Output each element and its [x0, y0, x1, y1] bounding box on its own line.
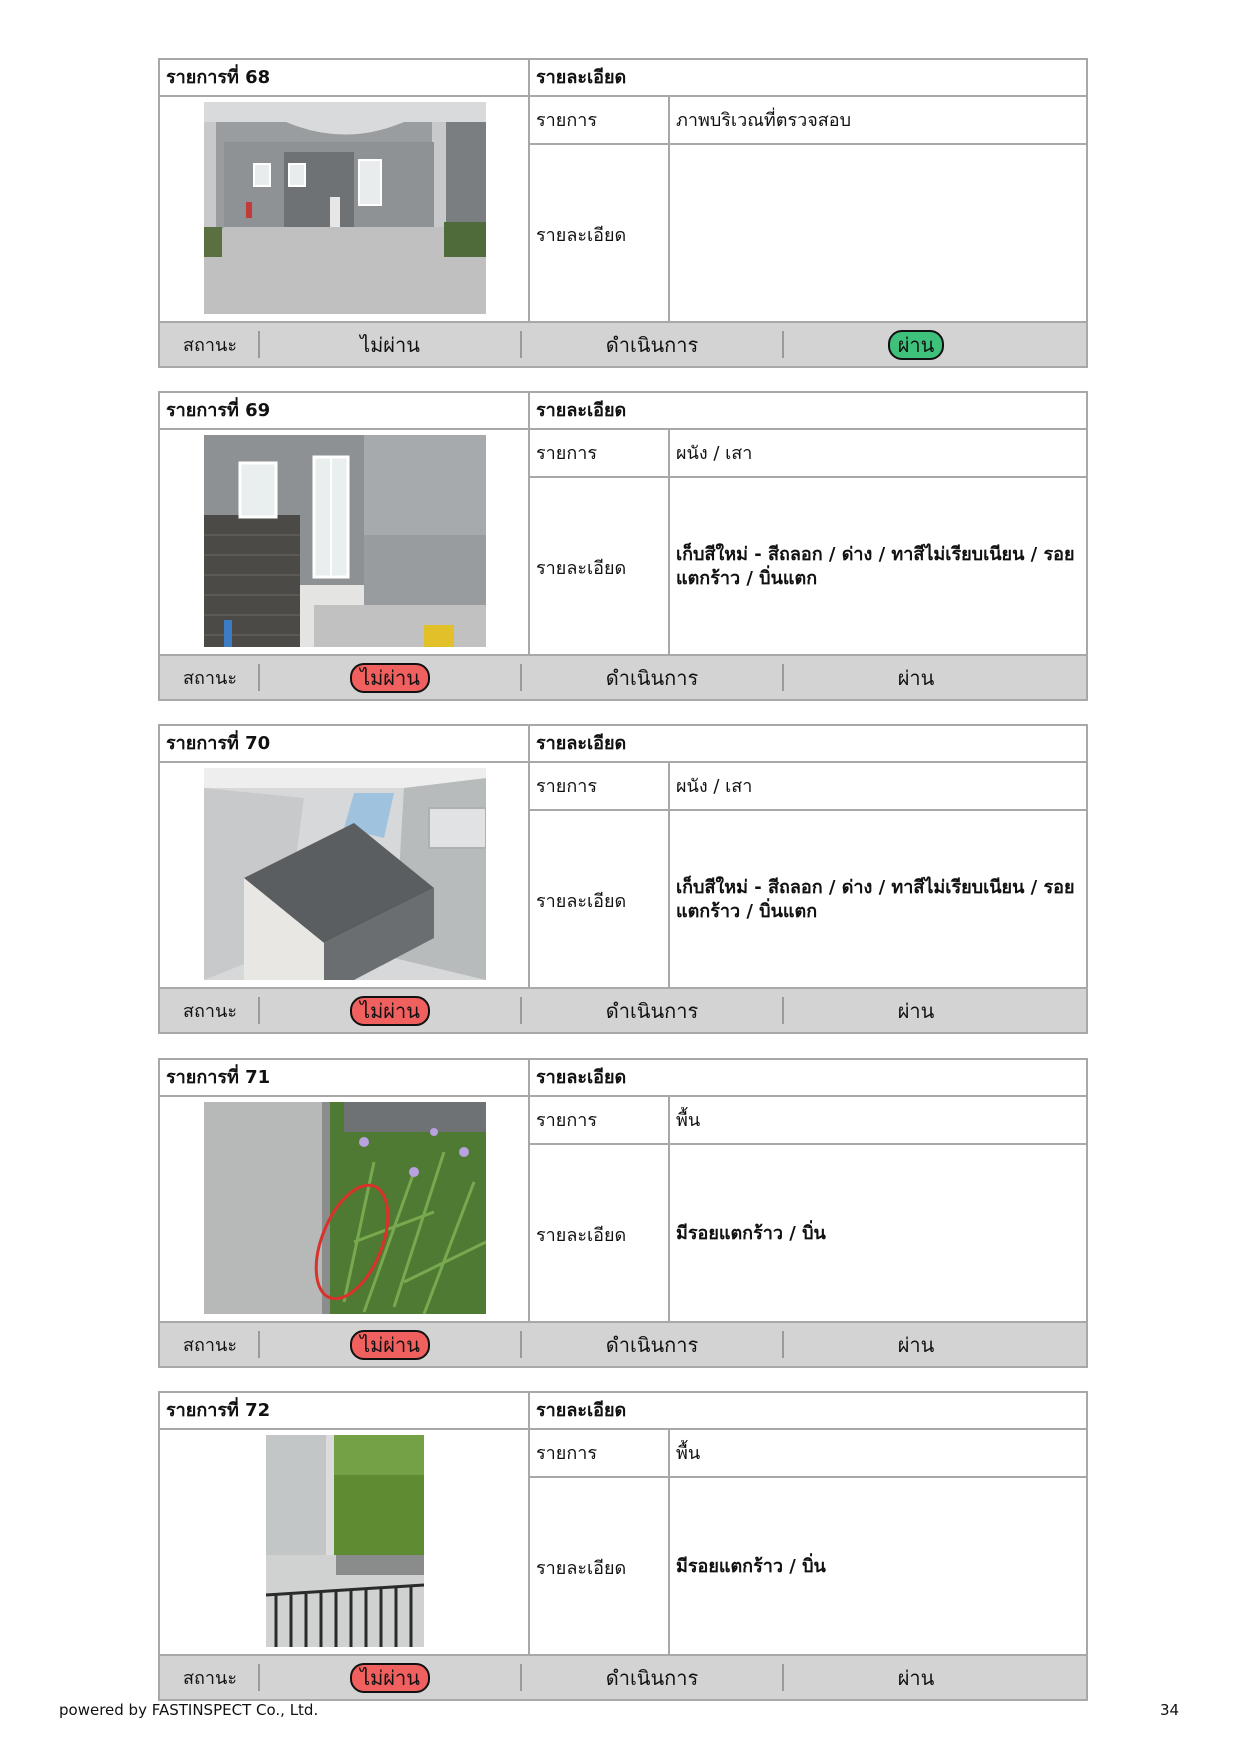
photo-cell	[160, 1095, 530, 1323]
inspection-photo[interactable]	[204, 102, 486, 314]
detail-row	[530, 145, 1086, 323]
inspection-card-72	[158, 1391, 1088, 1701]
card-header	[160, 1393, 1086, 1430]
card-header	[160, 726, 1086, 763]
pass-badge-selected: ผ่าน	[888, 330, 945, 360]
status-label: สถานะ	[183, 1668, 237, 1689]
inspection-card-68	[158, 58, 1088, 368]
detail-value	[670, 145, 1086, 323]
item-value: ผนัง / เสา	[676, 442, 753, 464]
detail-label: รายละเอียด	[530, 1145, 670, 1323]
item-value: พื้น	[676, 1109, 701, 1131]
status-bar	[160, 654, 1086, 699]
detail-value: เก็บสีใหม่ - สีถลอก / ด่าง / ทาสีไม่เรียบเนียน / รอยแตกร้าว / บิ่นแตก	[676, 544, 1075, 589]
in-progress-text: ดำเนินการ	[605, 332, 699, 357]
photo-cell	[160, 761, 530, 989]
detail-header: รายละเอียด	[536, 1400, 627, 1421]
item-label: รายการ	[530, 1095, 670, 1143]
in-progress-text: ดำเนินการ	[605, 998, 699, 1023]
detail-header: รายละเอียด	[536, 67, 627, 88]
item-number: รายการที่ 71	[160, 1060, 530, 1095]
inspection-card-71	[158, 1058, 1088, 1368]
item-row	[530, 1095, 1086, 1145]
status-label: สถานะ	[183, 1335, 237, 1356]
status-option-pass[interactable]	[784, 1323, 1048, 1366]
fail-badge-selected: ไม่ผ่าน	[350, 996, 430, 1026]
status-bar	[160, 1321, 1086, 1366]
item-number: รายการที่ 70	[160, 726, 530, 761]
item-label: รายการ	[530, 761, 670, 809]
pass-text: ผ่าน	[897, 665, 935, 690]
status-label: สถานะ	[183, 1001, 237, 1022]
status-option-in-progress[interactable]	[522, 1656, 782, 1699]
detail-value: เก็บสีใหม่ - สีถลอก / ด่าง / ทาสีไม่เรียบเนียน / รอยแตกร้าว / บิ่นแตก	[676, 877, 1075, 922]
detail-label: รายละเอียด	[530, 811, 670, 989]
item-label: รายการ	[530, 1428, 670, 1476]
item-row	[530, 428, 1086, 478]
photo-cell	[160, 428, 530, 656]
detail-header: รายละเอียด	[536, 1067, 627, 1088]
detail-value: มีรอยแตกร้าว / บิ่น	[676, 1556, 826, 1577]
footer-powered-by: powered by FASTINSPECT Co., Ltd.	[59, 1701, 319, 1719]
fail-badge-selected: ไม่ผ่าน	[350, 1663, 430, 1693]
detail-row	[530, 1145, 1086, 1323]
inspection-card-70	[158, 724, 1088, 1034]
status-option-in-progress[interactable]	[522, 1323, 782, 1366]
detail-label: รายละเอียด	[530, 478, 670, 656]
card-header	[160, 60, 1086, 97]
item-label: รายการ	[530, 95, 670, 143]
status-option-pass[interactable]	[784, 656, 1048, 699]
item-value: ผนัง / เสา	[676, 775, 753, 797]
detail-row	[530, 1478, 1086, 1656]
status-label: สถานะ	[183, 335, 237, 356]
status-option-in-progress[interactable]	[522, 656, 782, 699]
status-option-pass[interactable]	[784, 323, 1048, 366]
fail-badge-selected: ไม่ผ่าน	[350, 663, 430, 693]
in-progress-text: ดำเนินการ	[605, 665, 699, 690]
inspection-photo[interactable]	[204, 768, 486, 980]
item-label: รายการ	[530, 428, 670, 476]
item-value: พื้น	[676, 1442, 701, 1464]
item-number: รายการที่ 69	[160, 393, 530, 428]
detail-value: มีรอยแตกร้าว / บิ่น	[676, 1223, 826, 1244]
item-row	[530, 1428, 1086, 1478]
item-number: รายการที่ 72	[160, 1393, 530, 1428]
status-option-fail[interactable]	[260, 1323, 520, 1366]
status-option-fail[interactable]	[260, 323, 520, 366]
item-row	[530, 95, 1086, 145]
status-option-pass[interactable]	[784, 1656, 1048, 1699]
status-option-fail[interactable]	[260, 656, 520, 699]
photo-cell	[160, 95, 530, 323]
status-option-in-progress[interactable]	[522, 323, 782, 366]
page-number: 34	[1160, 1701, 1180, 1719]
status-bar	[160, 321, 1086, 366]
fail-badge-selected: ไม่ผ่าน	[350, 1330, 430, 1360]
fail-text: ไม่ผ่าน	[360, 332, 420, 357]
status-bar	[160, 987, 1086, 1032]
status-bar	[160, 1654, 1086, 1699]
status-option-pass[interactable]	[784, 989, 1048, 1032]
detail-header: รายละเอียด	[536, 400, 627, 421]
inspection-card-69	[158, 391, 1088, 701]
in-progress-text: ดำเนินการ	[605, 1665, 699, 1690]
pass-text: ผ่าน	[897, 998, 935, 1023]
pass-text: ผ่าน	[897, 1665, 935, 1690]
status-option-in-progress[interactable]	[522, 989, 782, 1032]
item-value: ภาพบริเวณที่ตรวจสอบ	[676, 109, 851, 131]
detail-label: รายละเอียด	[530, 145, 670, 323]
item-row	[530, 761, 1086, 811]
detail-label: รายละเอียด	[530, 1478, 670, 1656]
detail-row	[530, 478, 1086, 656]
inspection-photo[interactable]	[204, 1102, 486, 1314]
pass-text: ผ่าน	[897, 1332, 935, 1357]
in-progress-text: ดำเนินการ	[605, 1332, 699, 1357]
status-option-fail[interactable]	[260, 1656, 520, 1699]
detail-row	[530, 811, 1086, 989]
card-header	[160, 1060, 1086, 1097]
status-option-fail[interactable]	[260, 989, 520, 1032]
card-header	[160, 393, 1086, 430]
item-number: รายการที่ 68	[160, 60, 530, 95]
inspection-photo[interactable]	[266, 1435, 424, 1647]
photo-cell	[160, 1428, 530, 1656]
detail-header: รายละเอียด	[536, 733, 627, 754]
inspection-photo[interactable]	[204, 435, 486, 647]
status-label: สถานะ	[183, 668, 237, 689]
